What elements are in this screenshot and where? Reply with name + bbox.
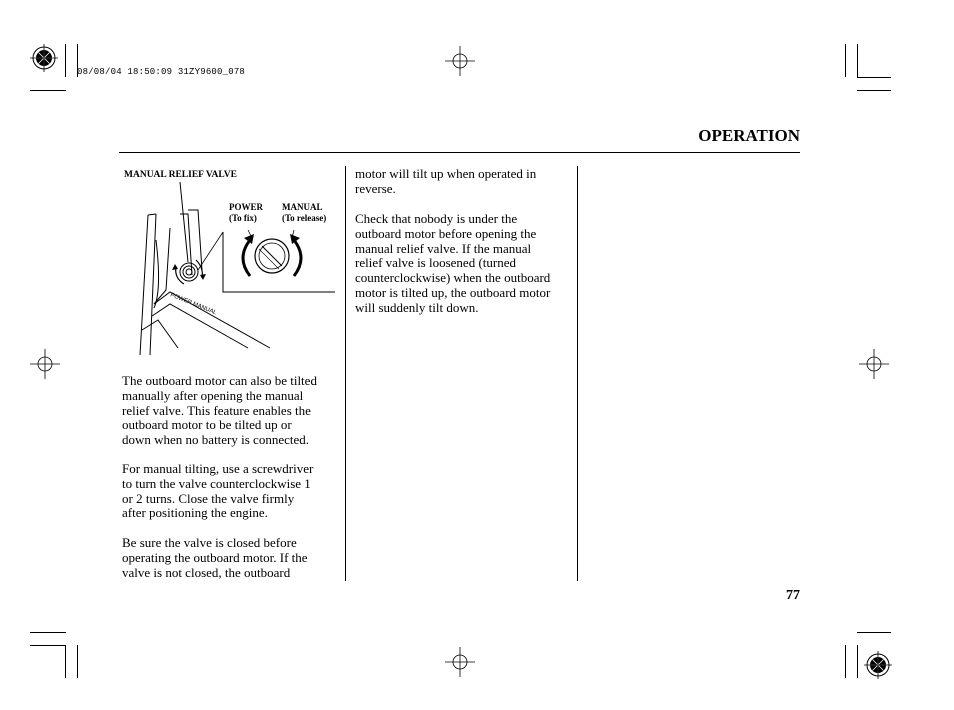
column-divider-2 bbox=[577, 166, 578, 581]
crosshair-left-middle bbox=[30, 349, 60, 379]
crosshair-bottom-center bbox=[445, 647, 475, 677]
crop-mark bbox=[30, 90, 66, 91]
section-title: OPERATION bbox=[698, 126, 800, 145]
crop-mark bbox=[65, 645, 66, 678]
crop-mark bbox=[845, 645, 846, 678]
paragraph-manual-tilt-intro: The outboard motor can also be tilted manually after opening the manual relief valve. This feature enables the outboard motor to be tilted up or down when no battery is connected. bbox=[122, 373, 317, 448]
header-rule bbox=[119, 152, 800, 153]
figure-label-power: POWER (To fix) bbox=[229, 202, 264, 223]
crosshair-top-center bbox=[445, 46, 475, 76]
column-divider-1 bbox=[345, 166, 346, 581]
figure-callout-manual-relief-valve: MANUAL RELIEF VALVE bbox=[124, 170, 237, 180]
crop-mark bbox=[857, 645, 858, 678]
page-number: 77 bbox=[786, 588, 800, 603]
print-slug: 08/08/04 18:50:09 31ZY9600_078 bbox=[77, 67, 246, 77]
crop-mark bbox=[845, 44, 846, 77]
crop-mark bbox=[30, 632, 66, 633]
paragraph-valve-closed-warning: Be sure the valve is closed before operating the outboard motor. If the valve is not closed, the outboard bbox=[122, 535, 308, 580]
registration-mark-top-left bbox=[30, 44, 58, 72]
crop-mark bbox=[77, 645, 78, 678]
crop-mark bbox=[857, 90, 891, 91]
manual-relief-valve-illustration bbox=[118, 180, 343, 360]
registration-mark-bottom-right bbox=[864, 651, 892, 679]
figure-label-manual: MANUAL (To release) bbox=[282, 202, 327, 223]
crop-mark bbox=[857, 77, 891, 78]
crop-mark bbox=[30, 645, 66, 646]
crop-mark bbox=[857, 632, 891, 633]
crop-mark bbox=[857, 44, 858, 77]
paragraph-manual-tilt-steps: For manual tilting, use a screwdriver to turn the valve counterclockwise 1 or 2 turns. Close the valve firmly after positioning the engine. bbox=[122, 461, 314, 521]
crop-mark bbox=[65, 44, 66, 77]
housing-label-text: POWER MANUAL bbox=[169, 292, 218, 317]
crosshair-right-middle bbox=[859, 349, 889, 379]
paragraph-safety-check: Check that nobody is under the outboard motor before opening the manual relief valve. If the manual relief valve is loosened (turned counterclockwise) when the outboard motor is tilted up, the outboard motor will suddenly tilt down. bbox=[355, 211, 551, 315]
paragraph-reverse-tilt: motor will tilt up when operated in reverse. bbox=[355, 166, 537, 196]
